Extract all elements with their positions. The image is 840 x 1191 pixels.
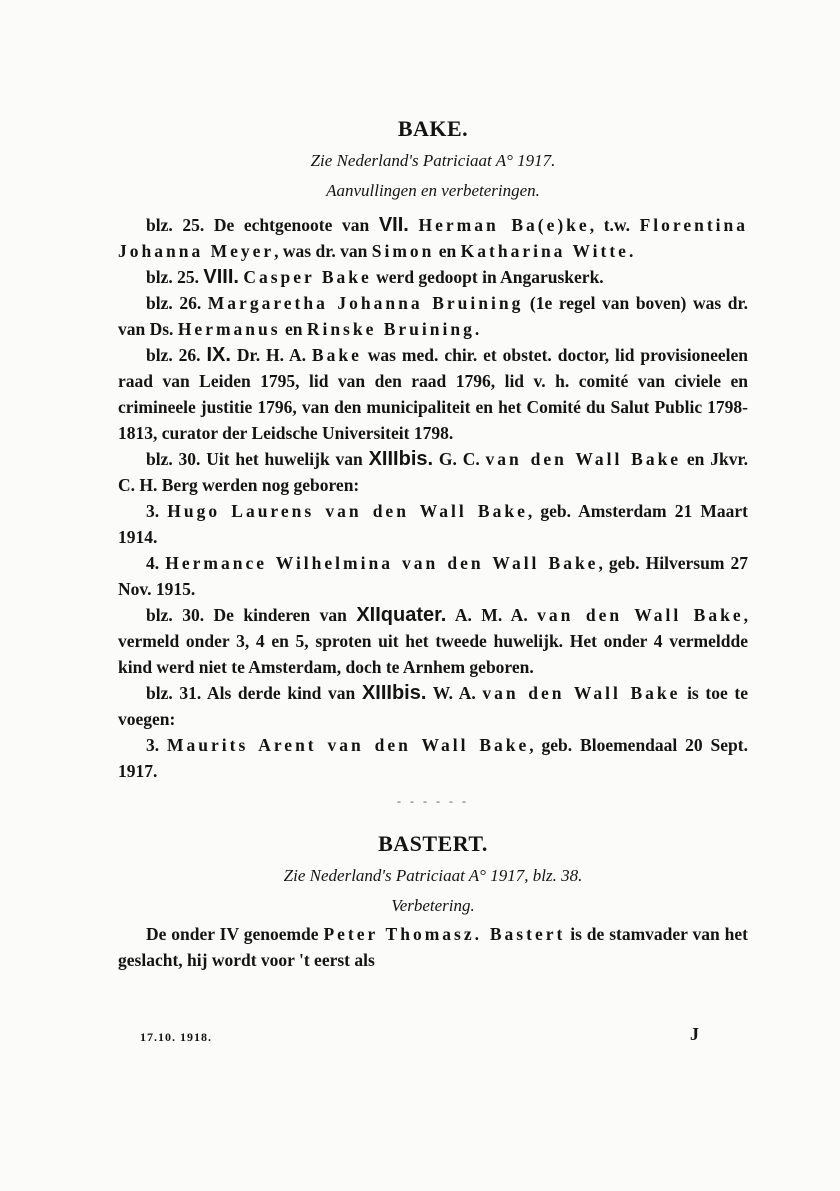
section-title-bastert: BASTERT. — [378, 831, 488, 856]
paragraph-bake-10: 3. Maurits Arent van den Wall Bake, geb. Bloemendaal 20 Sept. 1917. — [118, 735, 748, 781]
paragraph-bastert-1: De onder IV genoemde Peter Thomasz. Bastert is de stamvader van het geslacht, hij wordt voor 't eerst als — [118, 924, 748, 970]
footer-page-mark: J — [690, 1024, 699, 1044]
paragraph-bake-1: blz. 25. De echtgenoote van VII. Herman Ba(e)ke, t.w. Florentina Johanna Meyer, was dr. van Simon en Katharina Witte. — [118, 214, 749, 261]
paragraph-bake-4: blz. 26. IX. Dr. H. A. Bake was med. chir. et obstet. doctor, lid provisioneelen raad van Leiden 1795, lid van den raad 1796, lid v. h. comité van civiele en crimineele justitie 1796, van den municipaliteit en het Comité du Salut Public 1798-1813, curator der Leidsche Universiteit 1798. — [118, 344, 749, 443]
paragraph-bake-6: 3. Hugo Laurens van den Wall Bake, geb. Amsterdam 21 Maart 1914. — [118, 501, 749, 547]
paragraph-bake-3: blz. 26. Margaretha Johanna Bruining (1e regel van boven) was dr. van Ds. Hermanus en Rinske Bruining. — [118, 293, 749, 339]
section-reference-bastert: Zie Nederland's Patriciaat A° 1917, blz. 38. — [283, 866, 583, 885]
paragraph-bake-5: blz. 30. Uit het huwelijk van XIIIbis. G. C. van den Wall Bake en Jkvr. C. H. Berg werden nog geboren: — [118, 448, 748, 495]
paragraph-bake-7: 4. Hermance Wilhelmina van den Wall Bake, geb. Hilversum 27 Nov. 1915. — [118, 553, 749, 599]
text-column — [118, 112, 748, 973]
section-separator: - - - - - - — [397, 794, 469, 808]
paragraph-bake-2: blz. 25. VIII. Casper Bake werd gedoopt in Angaruskerk. — [146, 266, 604, 288]
section-title-bake: BAKE. — [397, 116, 469, 141]
section-subtitle-bake: Aanvullingen en verbeteringen. — [326, 181, 540, 200]
section-subtitle-bastert: Verbetering. — [391, 896, 475, 915]
section-reference-bake: Zie Nederland's Patriciaat A° 1917. — [310, 151, 556, 170]
paragraph-bake-8: blz. 30. De kinderen van XIIquater. A. M. A. van den Wall Bake, vermeld onder 3, 4 en 5, sproten uit het tweede huwelijk. Het onder 4 vermeldde kind werd niet te Amsterdam, doch te Arnhem geboren. — [118, 604, 748, 677]
footer-date: 17.10. 1918. — [140, 1030, 212, 1044]
paragraph-bake-9: blz. 31. Als derde kind van XIIIbis. W. A. van den Wall Bake is toe te voegen: — [118, 682, 748, 729]
